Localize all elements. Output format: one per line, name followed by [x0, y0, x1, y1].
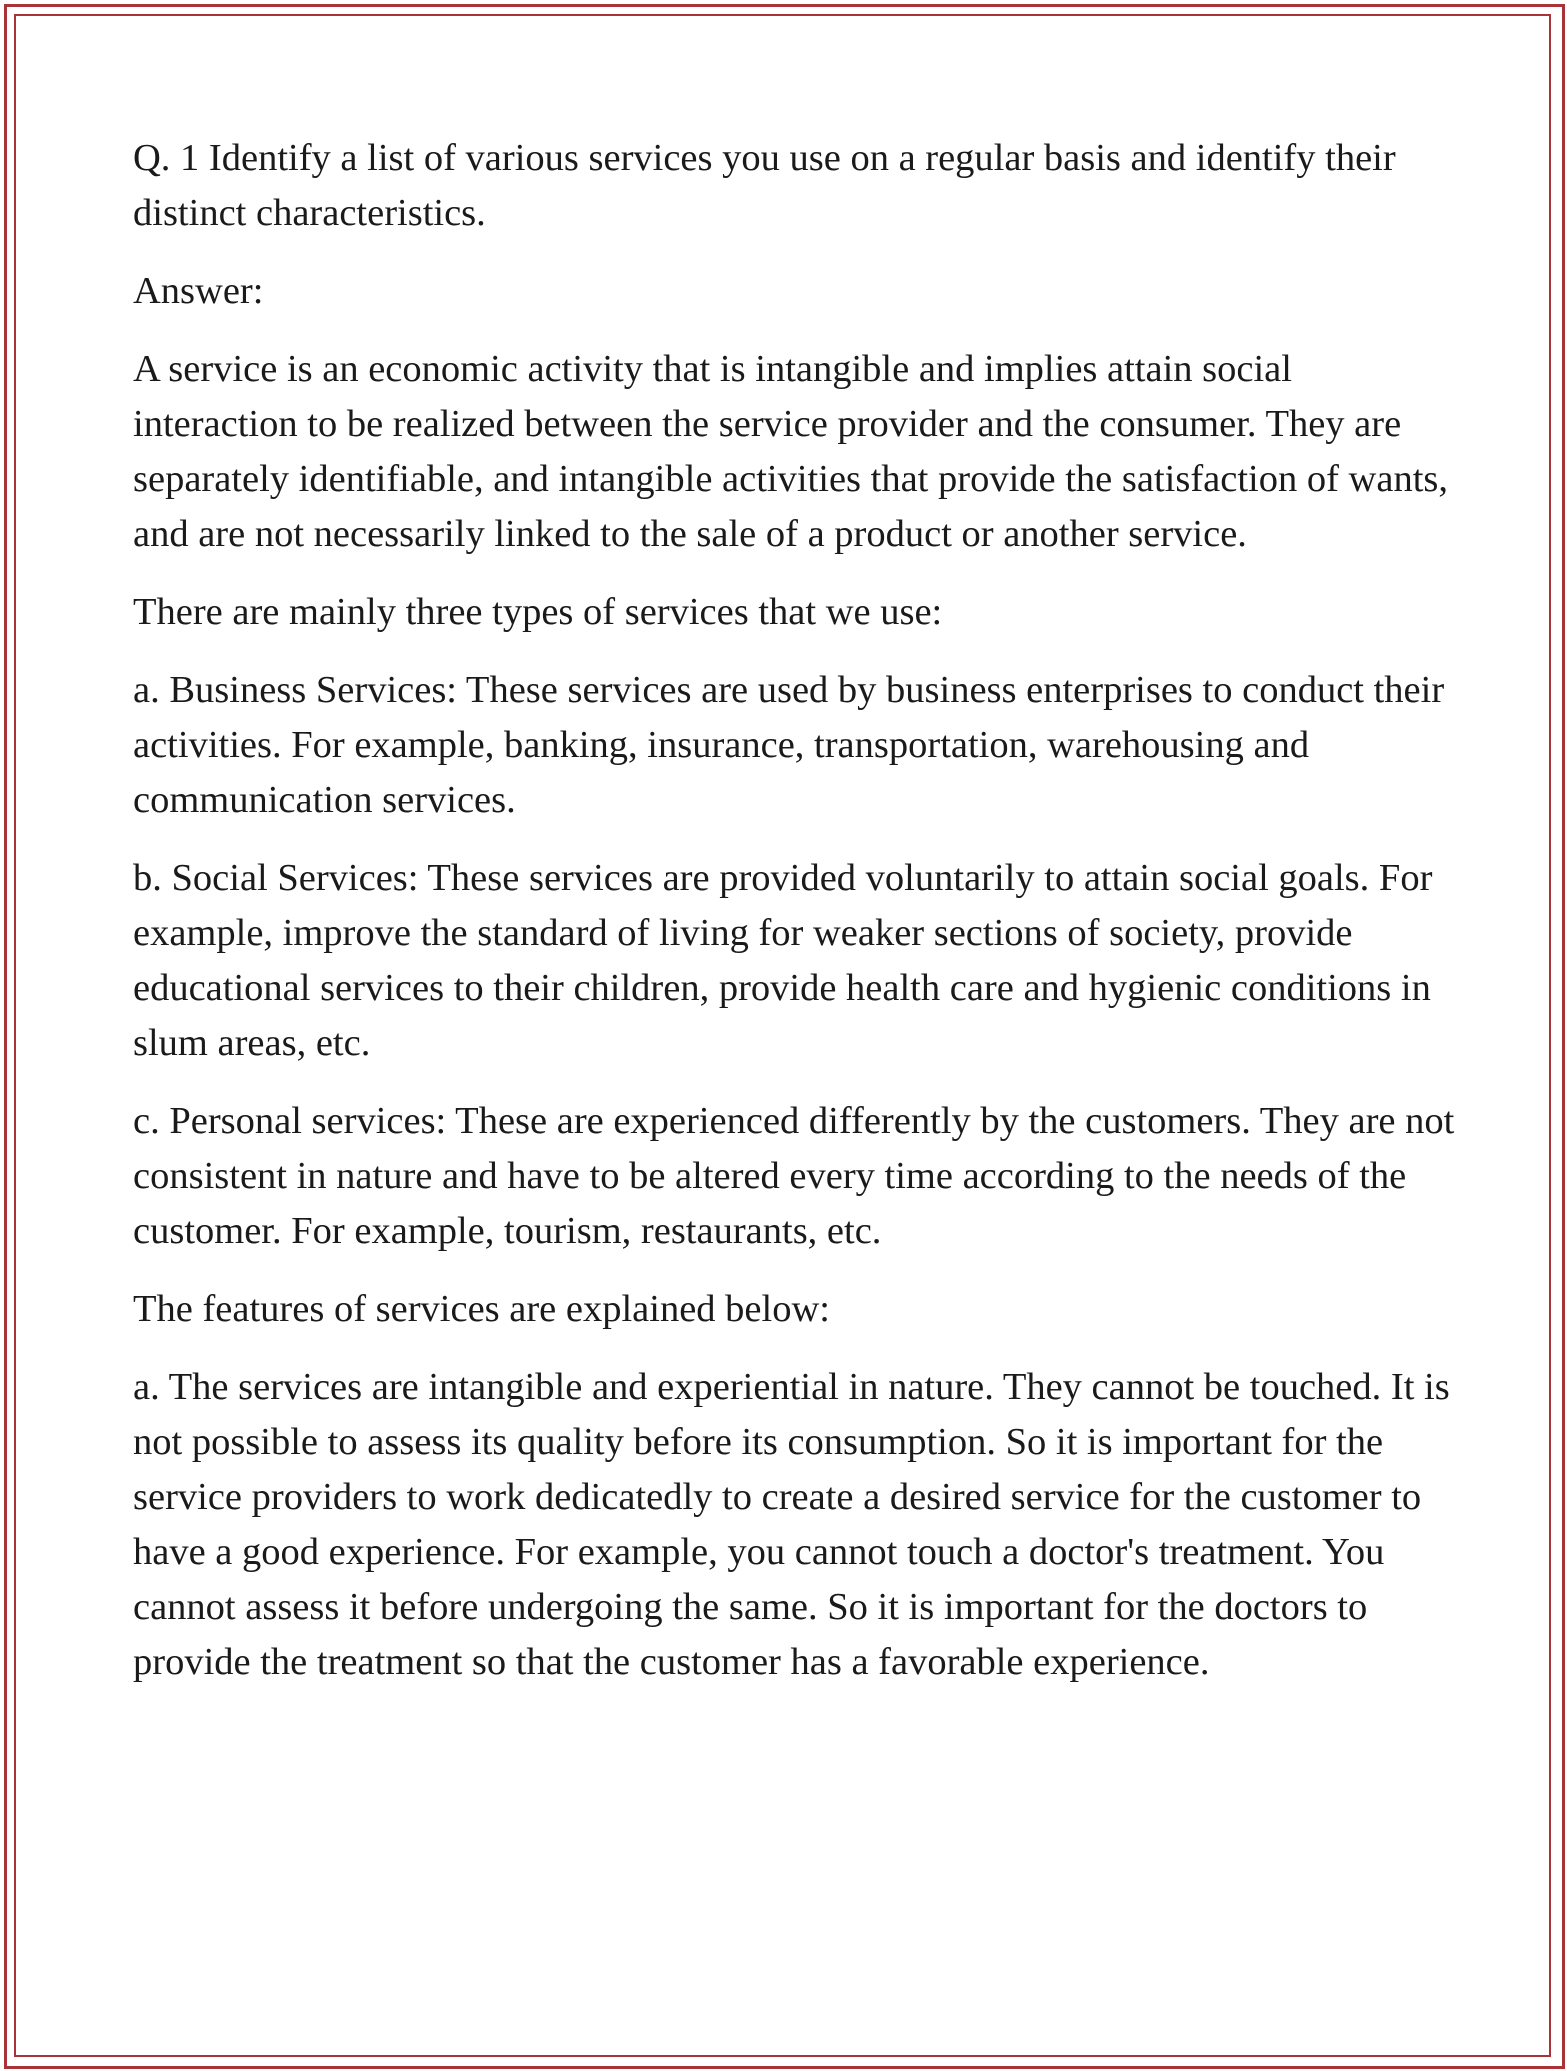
document-body: [133, 131, 1463, 1713]
features-intro: The features of services are explained below:: [133, 1288, 830, 1330]
type-social-services: b. Social Services: These services are provided voluntarily to attain social goals. For example, improve the standard of living for weaker sections of society, provide educational services to their children, provide health care and hygienic conditions in slum areas, etc.: [133, 857, 1433, 1064]
type-personal-services: c. Personal services: These are experienced differently by the customers. They are not consistent in nature and have to be altered every time according to the needs of the customer. For example, tourism, restaurants, etc.: [133, 1100, 1455, 1252]
question-text: Q. 1 Identify a list of various services you use on a regular basis and identify their distinct characteristics.: [133, 137, 1396, 234]
feature-intangible: a. The services are intangible and experiential in nature. They cannot be touched. It is not possible to assess its quality before its consumption. So it is important for the service providers to work dedicatedly to create a desired service for the customer to have a good experience. For example, you cannot touch a doctor's treatment. You cannot assess it before undergoing the same. So it is important for the doctors to provide the treatment so that the customer has a favorable experience.: [133, 1366, 1450, 1683]
service-definition: A service is an economic activity that is intangible and implies attain social interaction to be realized between the service provider and the consumer. They are separately identifiable, and intangible activities that provide the satisfaction of wants, and are not necessarily linked to the sale of a product or another service.: [133, 348, 1448, 555]
answer-label: Answer:: [133, 270, 264, 312]
types-intro: There are mainly three types of services that we use:: [133, 591, 943, 633]
type-business-services: a. Business Services: These services are used by business enterprises to conduct their activities. For example, banking, insurance, transportation, warehousing and communication services.: [133, 669, 1445, 821]
